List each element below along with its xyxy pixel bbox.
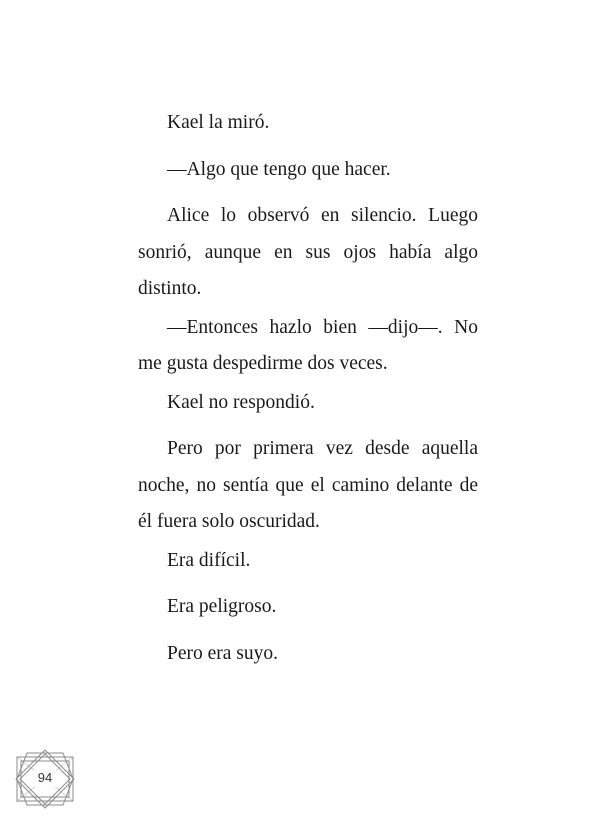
paragraph: Alice lo observó en silencio. Luego sonrió, aunque en sus ojos había algo distinto.	[138, 205, 478, 299]
paragraph: Kael la miró.	[167, 112, 270, 133]
paragraph: Era difícil.	[167, 549, 251, 571]
paragraph: Kael no respondió.	[167, 391, 315, 413]
paragraph: —Entonces hazlo bien —dijo—. No me gusta despedirme dos veces.	[138, 316, 478, 374]
page-number-ornament	[13, 749, 77, 809]
body-text	[138, 105, 478, 682]
paragraph: Pero por primera vez desde aquella noche, no sentía que el camino delante de él fuera solo oscuridad.	[138, 438, 478, 532]
paragraph: Pero era suyo.	[167, 642, 279, 664]
paragraph: —Algo que tengo que hacer.	[167, 158, 391, 180]
paragraph: Era peligroso.	[167, 596, 277, 617]
page-number: 94	[34, 769, 56, 787]
